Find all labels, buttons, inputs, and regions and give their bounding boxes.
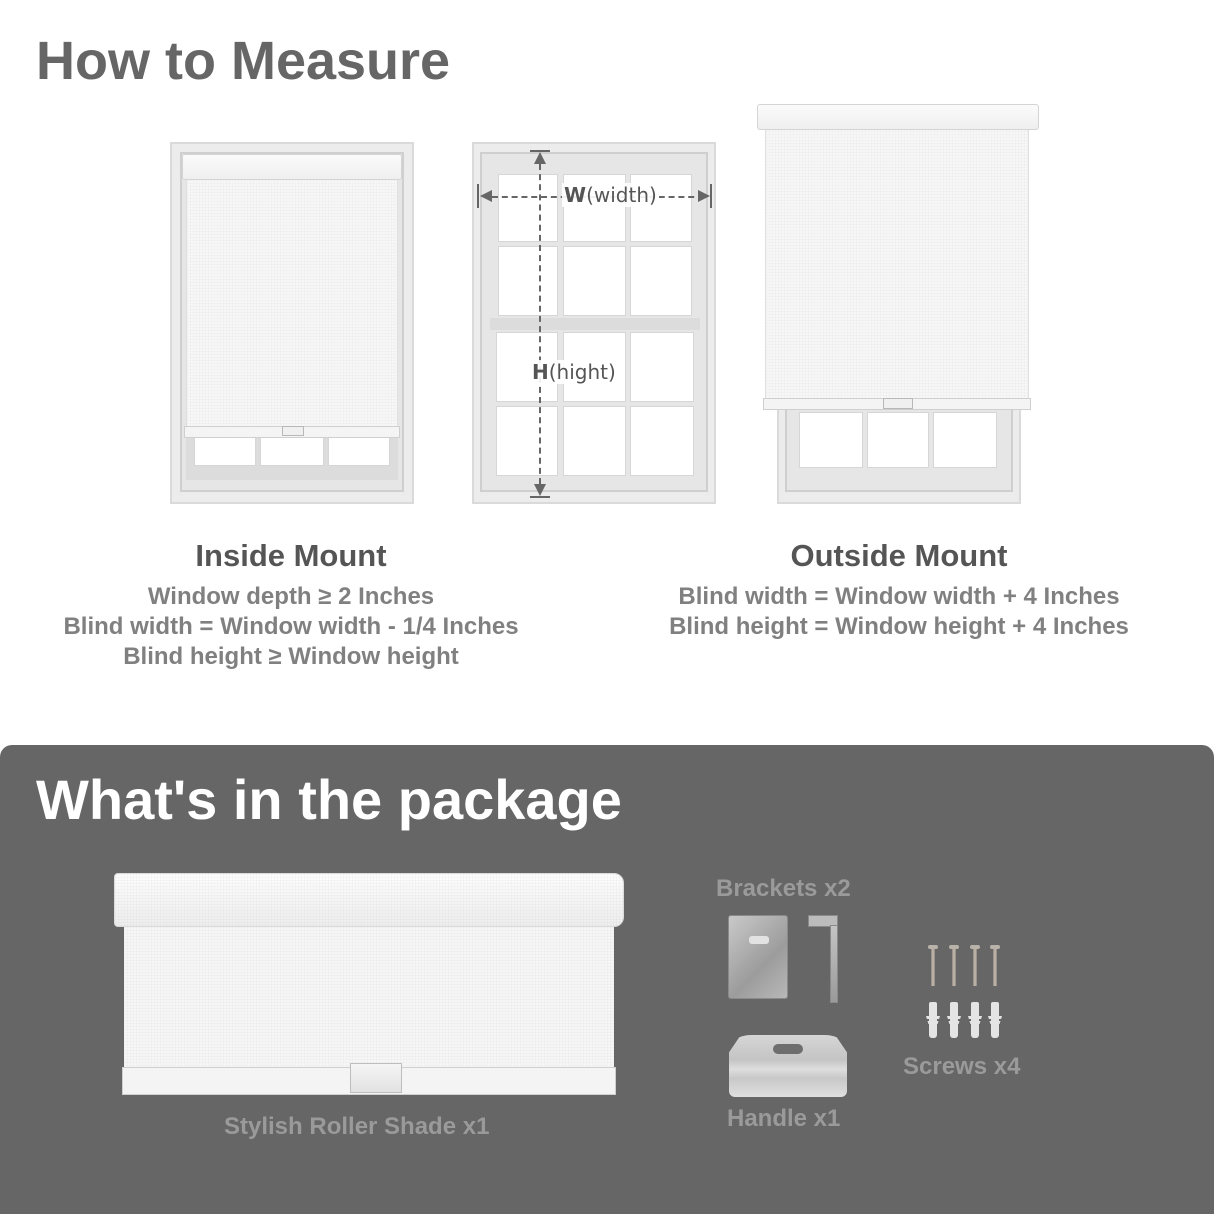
- width-label-letter: W: [564, 183, 587, 207]
- width-left-arrow-icon: [480, 190, 492, 202]
- screws-label: Screws x4: [903, 1053, 1021, 1080]
- handle-label: Handle x1: [727, 1105, 841, 1132]
- inside-mount-line: Window depth ≥ 2 Inches: [147, 583, 435, 610]
- shade-fabric: [186, 178, 398, 428]
- screw-icon: [952, 948, 956, 986]
- height-label-text: (hight): [548, 360, 616, 384]
- screw-icon: [931, 948, 935, 986]
- wall-anchor-icon: [991, 1002, 999, 1038]
- height-down-arrow-icon: [534, 484, 546, 496]
- handle-slot: [773, 1044, 803, 1054]
- outside-mount-line: Blind width = Window width + 4 Inches: [678, 583, 1120, 610]
- roller-shade-label: Stylish Roller Shade x1: [224, 1113, 490, 1140]
- height-dimension-line: [539, 164, 541, 484]
- width-right-arrow-icon: [698, 190, 710, 202]
- wall-anchor-icon: [971, 1002, 979, 1038]
- bracket-front-icon: [728, 915, 788, 999]
- inside-mount-line: Blind width = Window width - 1/4 Inches: [63, 613, 519, 640]
- package-title: What's in the package: [36, 768, 622, 831]
- brackets-label: Brackets x2: [716, 875, 851, 902]
- wall-anchor-icon: [929, 1002, 937, 1038]
- inside-mount-window-image: [170, 142, 414, 504]
- width-label: [562, 183, 659, 207]
- wall-anchor-icon: [950, 1002, 958, 1038]
- width-start-tick: [477, 184, 479, 208]
- height-label-letter: H: [532, 360, 549, 384]
- shade-fabric: [765, 126, 1029, 406]
- shade-cassette: [757, 104, 1039, 130]
- width-label-text: (width): [586, 183, 657, 207]
- screw-icon: [993, 948, 997, 986]
- pull-tab-icon: [883, 398, 913, 409]
- height-bottom-tick: [530, 496, 550, 498]
- screw-icon: [973, 948, 977, 986]
- outside-mount-title: Outside Mount: [790, 538, 1008, 573]
- shade-cassette: [182, 154, 402, 180]
- bracket-side-icon: [808, 915, 840, 1005]
- outside-mount-line: Blind height = Window height + 4 Inches: [669, 613, 1129, 640]
- outside-mount-window-image: [755, 100, 1040, 504]
- width-end-tick: [710, 184, 712, 208]
- outside-mount-caption: [640, 538, 1158, 642]
- inside-mount-caption: [40, 538, 542, 672]
- height-label: [530, 360, 618, 384]
- inside-mount-title: Inside Mount: [195, 538, 387, 573]
- package-contents-panel: [0, 745, 1214, 1214]
- height-up-arrow-icon: [534, 152, 546, 164]
- pull-tab-icon: [282, 426, 304, 436]
- page-title: How to Measure: [36, 31, 451, 91]
- inside-mount-line: Blind height ≥ Window height: [123, 643, 459, 670]
- roller-shade-icon: [114, 873, 624, 1095]
